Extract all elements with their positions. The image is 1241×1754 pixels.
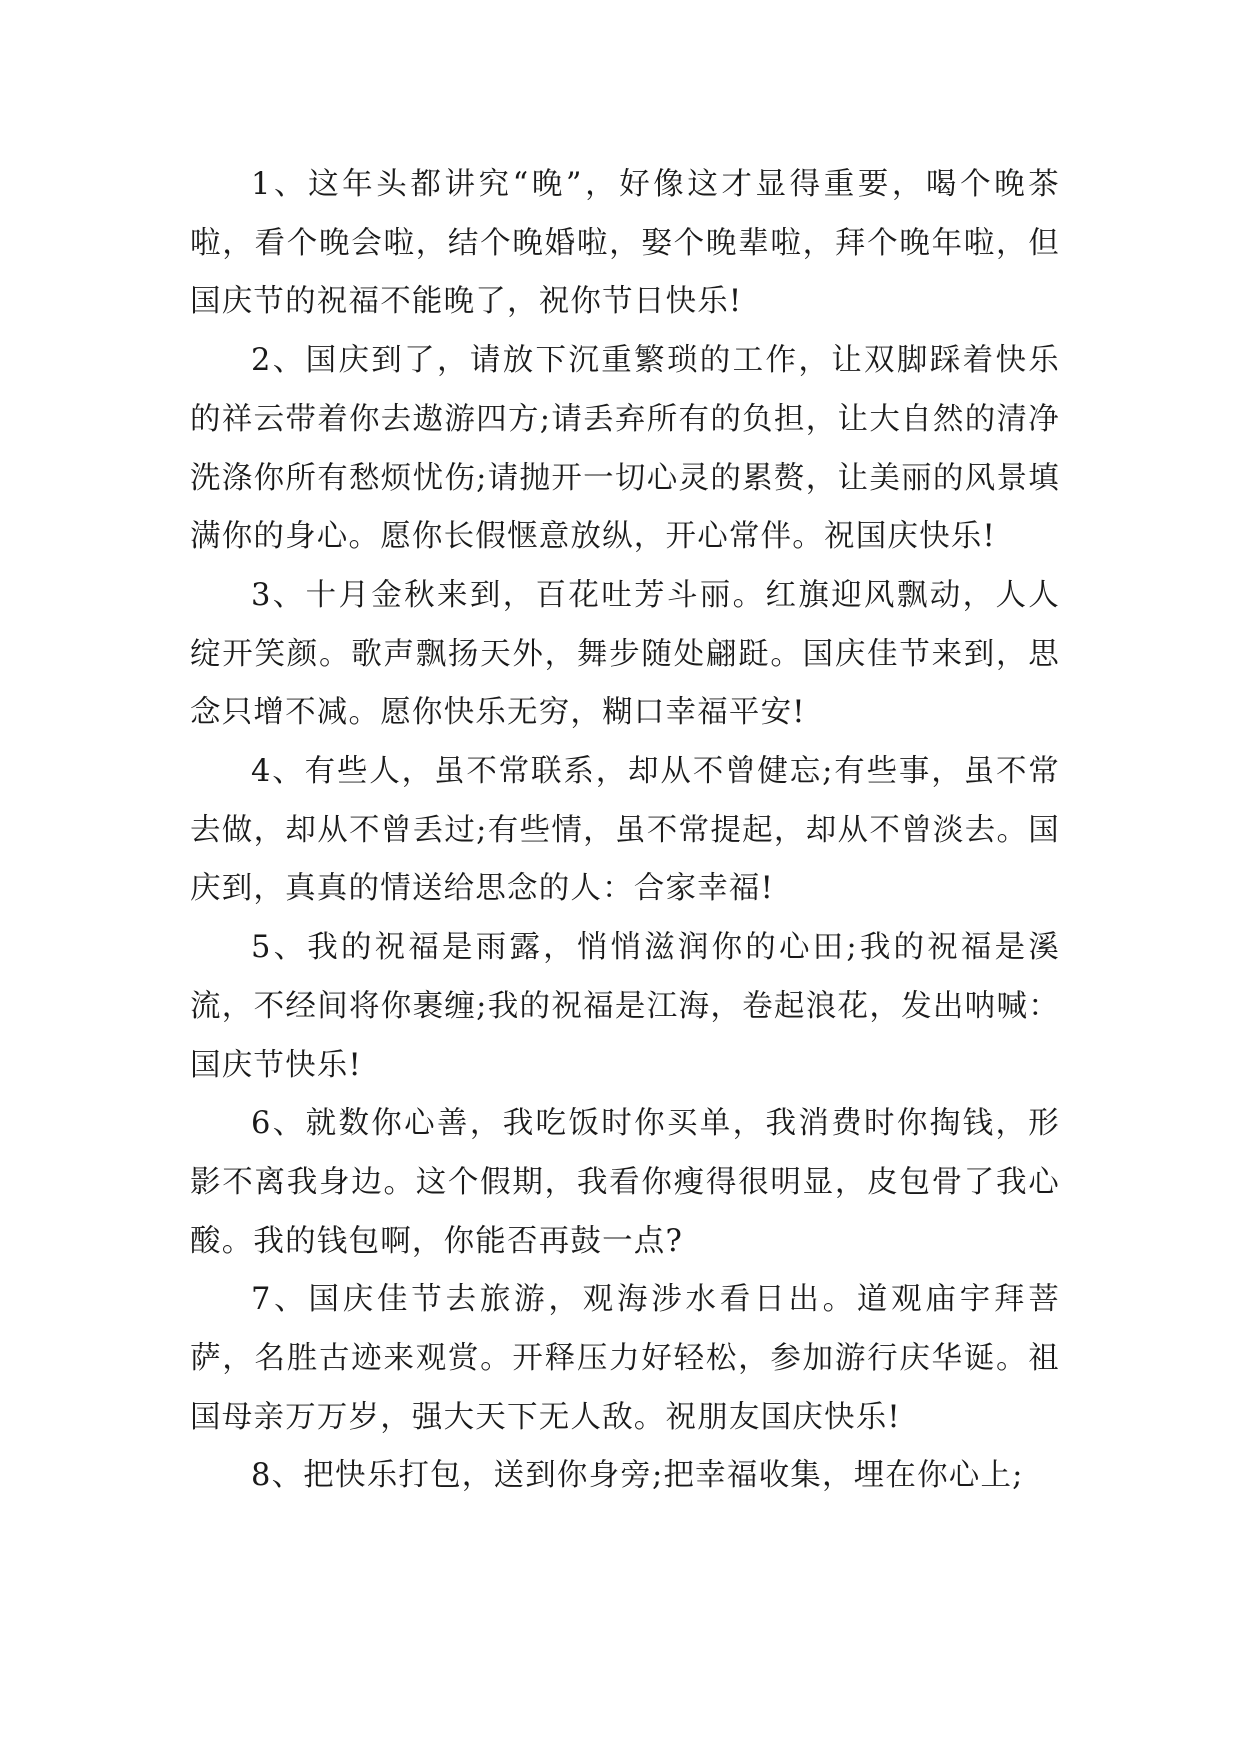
paragraph-2: 2、国庆到了，请放下沉重繁琐的工作，让双脚踩着快乐的祥云带着你去遨游四方;请丢弃所有的负担，让大自然的清净洗涤你所有愁烦忧伤;请抛开一切心灵的累赘，让美丽的风景填满你的身心。愿你长假惬意放纵，开心常伴。祝国庆快乐! [190, 343, 1060, 555]
paragraph-3: 3、十月金秋来到，百花吐芳斗丽。红旗迎风飘动，人人绽开笑颜。歌声飘扬天外，舞步随处翩跹。国庆佳节来到，思念只增不减。愿你快乐无穷，糊口幸福平安! [190, 577, 1060, 731]
paragraph-7: 7、国庆佳节去旅游，观海涉水看日出。道观庙宇拜菩萨，名胜古迹来观赏。开释压力好轻松，参加游行庆华诞。祖国母亲万万岁，强大天下无人敌。祝朋友国庆快乐! [190, 1282, 1060, 1435]
document-body [190, 156, 1060, 1506]
paragraph-5: 5、我的祝福是雨露，悄悄滋润你的心田;我的祝福是溪流，不经间将你裹缠;我的祝福是江海，卷起浪花，发出呐喊：国庆节快乐! [190, 930, 1060, 1083]
paragraph-1: 1、这年头都讲究“晚”，好像这才显得重要，喝个晚茶啦，看个晚会啦，结个晚婚啦，娶个晚辈啦，拜个晚年啦，但国庆节的祝福不能晚了，祝你节日快乐! [190, 167, 1060, 320]
paragraph-8: 8、把快乐打包，送到你身旁;把幸福收集，埋在你心上; [251, 1458, 1024, 1494]
paragraph-4: 4、有些人，虽不常联系，却从不曾健忘;有些事，虽不常去做，却从不曾丢过;有些情，虽不常提起，却从不曾淡去。国庆到，真真的情送给思念的人：合家幸福! [190, 754, 1060, 907]
paragraph-6: 6、就数你心善，我吃饭时你买单，我消费时你掏钱，形影不离我身边。这个假期，我看你瘦得很明显，皮包骨了我心酸。我的钱包啊，你能否再鼓一点? [190, 1106, 1060, 1259]
